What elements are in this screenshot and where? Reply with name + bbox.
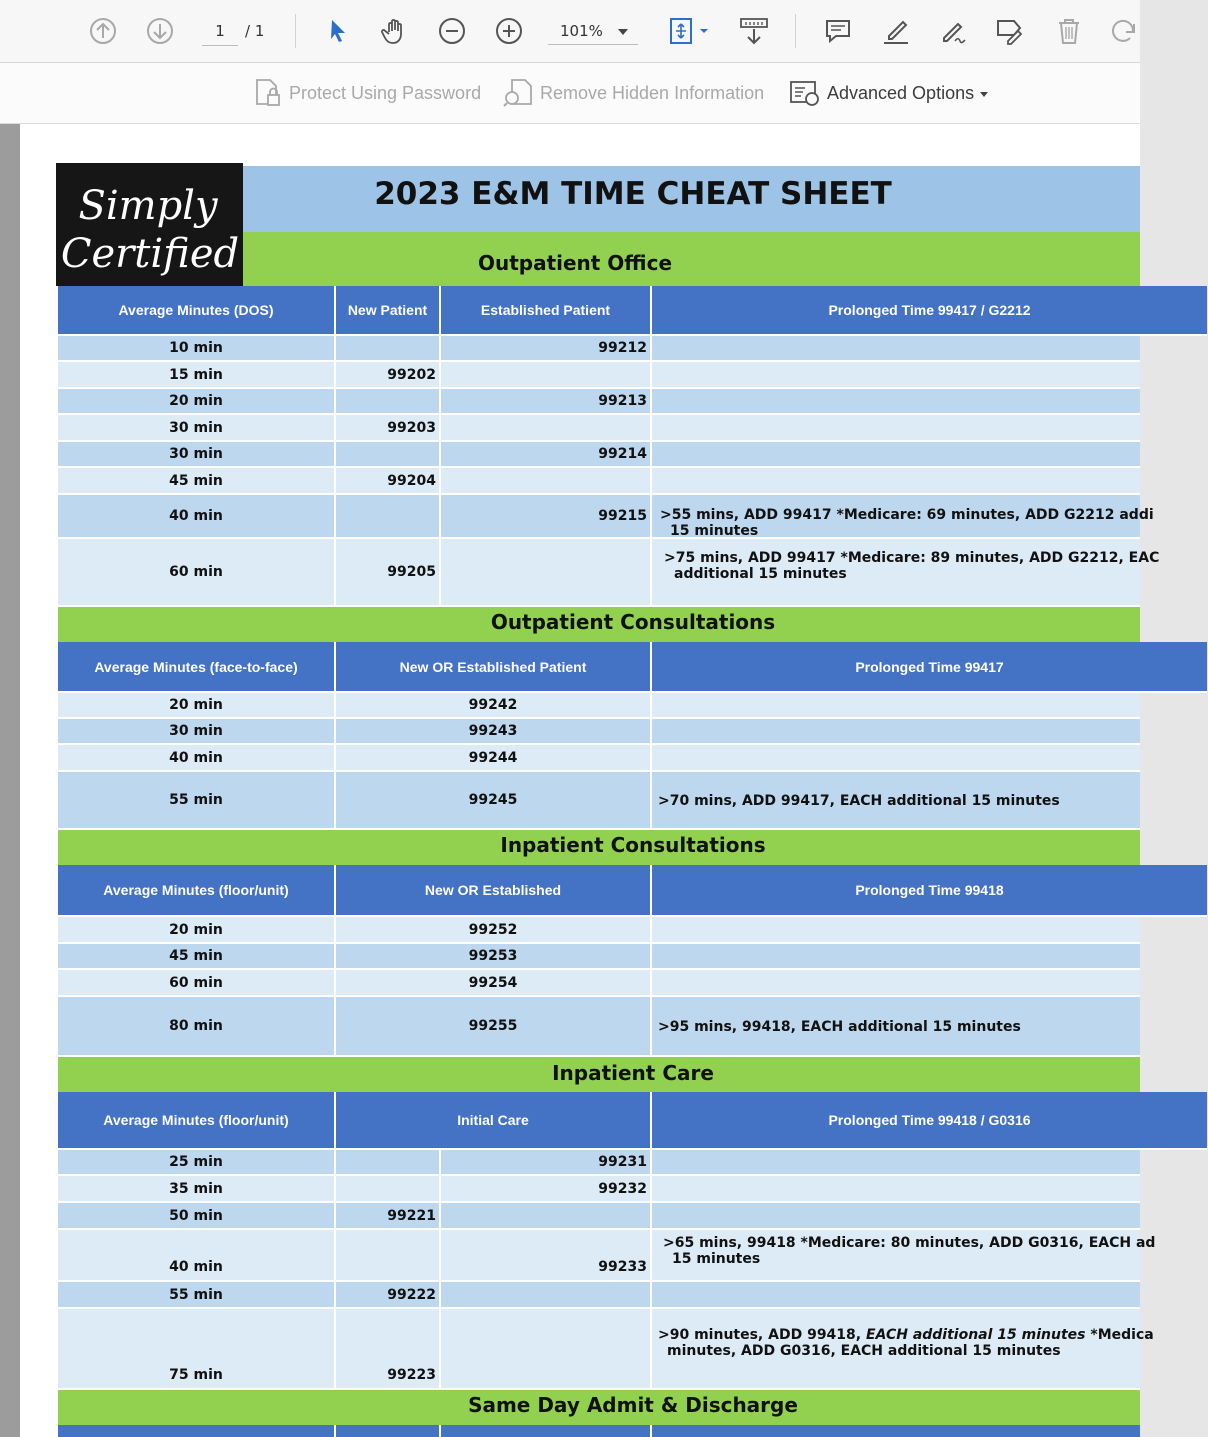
new-patient-cell — [336, 495, 441, 539]
note-text: EACH additional 15 minutes — [865, 1327, 1086, 1343]
note-text: >75 mins, ADD 99417 *Medicare: 89 minutes, ADD G2212, EAC — [664, 550, 1160, 566]
table-row — [58, 970, 1140, 997]
new-patient-cell — [336, 539, 441, 607]
header-average-minutes: Average Minutes (floor/unit) — [58, 1092, 336, 1150]
code-cell — [336, 997, 652, 1057]
minutes-cell-text: 55 min — [169, 1287, 223, 1303]
minutes-cell-text: 30 min — [169, 420, 223, 436]
prolonged-note — [674, 566, 847, 582]
prolonged-cell — [652, 1230, 1156, 1282]
chevron-down-icon — [618, 29, 628, 35]
minutes-cell — [58, 1309, 336, 1390]
prolonged-cell — [652, 944, 1140, 970]
established-patient-cell-text: 99215 — [598, 508, 647, 524]
code-cell — [336, 944, 652, 970]
zoom-out-icon[interactable] — [435, 15, 469, 47]
header-average-minutes: Average Minutes (floor/unit) — [58, 865, 336, 917]
prolonged-cell — [652, 415, 1140, 442]
established-patient-cell-text: 99214 — [598, 446, 647, 462]
minutes-cell — [58, 539, 336, 607]
header-cell — [652, 1425, 1140, 1437]
table-row — [58, 1282, 1140, 1309]
zoom-in-icon[interactable] — [492, 15, 526, 47]
section-inpatient-consultations — [58, 830, 1140, 865]
minutes-cell-text: 45 min — [169, 473, 223, 489]
minutes-cell — [58, 1230, 336, 1282]
zoom-level-dropdown[interactable] — [548, 17, 638, 45]
minutes-cell-text: 55 min — [169, 792, 223, 808]
table-row — [58, 917, 1140, 944]
note-text: 15 minutes — [672, 1251, 761, 1267]
note-text: 15 minutes — [670, 523, 759, 539]
section-inpatient-care — [58, 1057, 1140, 1092]
header-prolonged-time-label: Prolonged Time 99418 / G0316 — [828, 1112, 1031, 1128]
code-cell — [336, 745, 652, 772]
scroll-mode-icon[interactable] — [736, 13, 772, 49]
minutes-cell — [58, 1150, 336, 1176]
rotate-icon[interactable] — [1108, 14, 1140, 48]
minutes-cell — [58, 442, 336, 468]
subsequent-care-cell — [441, 1176, 652, 1203]
header-prolonged-time — [652, 286, 1207, 336]
table-row — [58, 442, 1140, 468]
table-row — [58, 539, 1160, 607]
code-cell-text: 99253 — [468, 948, 518, 964]
minutes-cell-text: 40 min — [169, 1259, 223, 1275]
header-new-patient: New Patient — [336, 286, 441, 336]
header-new-or-established: New OR Established — [336, 865, 652, 917]
new-patient-cell — [336, 415, 441, 442]
subsequent-care-cell-text: 99233 — [598, 1259, 647, 1275]
minutes-cell-text: 60 min — [169, 975, 223, 991]
initial-care-cell-text: 99222 — [387, 1287, 436, 1303]
prolonged-cell — [652, 1176, 1140, 1203]
select-tool-icon[interactable] — [322, 14, 354, 48]
page-number-input[interactable]: 1 — [202, 17, 238, 46]
table-row — [58, 362, 1140, 389]
established-patient-cell — [441, 442, 652, 468]
protect-toolbar — [0, 63, 1140, 124]
toolbar-divider — [795, 14, 796, 48]
section-outpatient-consultations — [58, 607, 1140, 642]
initial-care-cell — [336, 1203, 441, 1230]
note-text: minutes, ADD G0316, EACH additional 15 minutes — [667, 1343, 1061, 1359]
minutes-cell-text: 20 min — [169, 922, 223, 938]
minutes-cell — [58, 495, 336, 539]
table-row — [58, 336, 1140, 362]
initial-care-cell — [336, 1309, 441, 1390]
page-total-label: / 1 — [245, 22, 265, 40]
table-row — [58, 415, 1140, 442]
minutes-cell-text: 35 min — [169, 1181, 223, 1197]
new-patient-cell-text: 99204 — [387, 473, 436, 489]
note-text: >90 minutes, ADD 99418, — [658, 1327, 866, 1343]
code-cell-text: 99254 — [468, 975, 518, 991]
subsequent-care-cell-text: 99232 — [598, 1181, 647, 1197]
minutes-cell — [58, 693, 336, 719]
header-prolonged-time — [652, 642, 1207, 693]
new-patient-cell-text: 99202 — [387, 367, 436, 383]
new-patient-cell — [336, 389, 441, 415]
prolonged-cell — [652, 389, 1140, 415]
header-cell — [58, 1425, 336, 1437]
minutes-cell — [58, 389, 336, 415]
subsequent-care-cell — [441, 1309, 652, 1390]
minutes-cell-text: 10 min — [169, 340, 223, 356]
note-text: additional 15 minutes — [674, 566, 847, 582]
prolonged-cell — [652, 1203, 1140, 1230]
new-patient-cell — [336, 468, 441, 495]
header-average-minutes: Average Minutes (DOS) — [58, 286, 336, 336]
section-heading: Outpatient Consultations — [490, 610, 776, 634]
initial-care-cell-text: 99221 — [387, 1208, 436, 1224]
minutes-cell — [58, 468, 336, 495]
prolonged-cell — [652, 693, 1140, 719]
code-cell — [336, 719, 652, 745]
remove-hidden-label: Remove Hidden Information — [540, 82, 765, 103]
new-patient-cell — [336, 442, 441, 468]
minutes-cell — [58, 1203, 336, 1230]
code-cell-text: 99243 — [468, 723, 518, 739]
prolonged-cell — [652, 745, 1140, 772]
table-row — [58, 997, 1140, 1057]
prolonged-cell — [652, 468, 1140, 495]
document-lock-icon — [253, 78, 283, 108]
logo-text-line1: Simply — [78, 183, 218, 229]
minutes-cell — [58, 745, 336, 772]
established-patient-cell — [441, 336, 652, 362]
header-prolonged-time-label: Prolonged Time 99418 — [855, 882, 1004, 898]
title-banner — [243, 166, 1140, 232]
zoom-level-value: 101% — [560, 22, 603, 40]
initial-care-cell — [336, 1282, 441, 1309]
code-cell-text: 99244 — [468, 750, 518, 766]
header-established-patient: Established Patient — [441, 286, 652, 336]
minutes-cell — [58, 970, 336, 997]
fit-page-icon[interactable] — [664, 14, 712, 48]
prolonged-cell — [652, 970, 1140, 997]
header-prolonged-time — [652, 865, 1207, 917]
minutes-cell-text: 80 min — [169, 1018, 223, 1034]
note-text: >65 mins, 99418 *Medicare: 80 minutes, ADD G0316, EACH ad — [663, 1235, 1156, 1251]
prolonged-cell — [652, 1150, 1140, 1176]
minutes-cell — [58, 336, 336, 362]
established-patient-cell — [441, 539, 652, 607]
minutes-cell-text: 15 min — [169, 367, 223, 383]
prolonged-note — [670, 523, 758, 539]
main-toolbar — [0, 0, 1140, 63]
established-patient-cell — [441, 495, 652, 539]
table-row — [58, 745, 1140, 772]
section-heading: Inpatient Care — [552, 1061, 714, 1085]
code-cell — [336, 772, 652, 830]
sign-icon[interactable] — [935, 14, 971, 48]
prolonged-note — [663, 1235, 1155, 1251]
subsequent-care-cell — [441, 1203, 652, 1230]
established-patient-cell-text: 99212 — [598, 340, 647, 356]
minutes-cell-text: 20 min — [169, 393, 223, 409]
prolonged-note — [664, 550, 1159, 566]
code-cell — [336, 970, 652, 997]
prolonged-cell — [652, 719, 1140, 745]
table-row — [58, 468, 1140, 495]
new-patient-cell — [336, 362, 441, 389]
settings-document-icon — [789, 78, 821, 108]
minutes-cell-text: 40 min — [169, 750, 223, 766]
table-row — [58, 693, 1140, 719]
header-average-minutes: Average Minutes (face-to-face) — [58, 642, 336, 693]
prolonged-cell — [652, 336, 1140, 362]
advanced-options-dropdown[interactable] — [789, 79, 988, 107]
header-new-or-established: New OR Established Patient — [336, 642, 652, 693]
highlight-icon[interactable] — [878, 14, 914, 48]
header-prolonged-time-label: Prolonged Time 99417 — [855, 658, 1004, 675]
code-cell-text: 99255 — [468, 1018, 518, 1034]
protect-password-button[interactable] — [253, 79, 481, 107]
minutes-cell-text: 25 min — [169, 1154, 223, 1170]
note-text: >55 mins, ADD 99417 *Medicare: 69 minutes, ADD G2212 addi — [660, 507, 1154, 523]
note-text: >95 mins, 99418, EACH additional 15 minutes — [658, 1019, 1021, 1035]
note-text: >70 mins, ADD 99417, EACH additional 15 minutes — [658, 793, 1060, 809]
initial-care-cell — [336, 1230, 441, 1282]
prolonged-note — [658, 793, 1060, 809]
prolonged-cell — [652, 442, 1140, 468]
logo-text-line2: Certified — [60, 231, 240, 277]
header-cell — [336, 1425, 441, 1437]
prolonged-note — [672, 1251, 760, 1267]
minutes-cell-text: 50 min — [169, 1208, 223, 1224]
prolonged-note — [658, 1019, 1021, 1035]
initial-care-cell-text: 99223 — [387, 1367, 436, 1383]
prolonged-cell — [652, 997, 1140, 1057]
table-row — [58, 1176, 1140, 1203]
page-title: 2023 E&M TIME CHEAT SHEET — [374, 176, 892, 212]
minutes-cell — [58, 719, 336, 745]
new-patient-cell-text: 99205 — [387, 564, 436, 580]
table-row — [58, 389, 1140, 415]
subsequent-care-cell — [441, 1230, 652, 1282]
prolonged-cell — [652, 1309, 1154, 1390]
minutes-cell — [58, 772, 336, 830]
protect-password-label: Protect Using Password — [289, 82, 482, 103]
header-prolonged-time — [652, 1092, 1207, 1150]
section-same-day-admit-discharge — [58, 1390, 1140, 1425]
table-row — [58, 1150, 1140, 1176]
subsequent-care-cell — [441, 1282, 652, 1309]
header-initial-care: Initial Care — [336, 1092, 652, 1150]
table-row — [58, 495, 1154, 539]
table-row — [58, 1203, 1140, 1230]
minutes-cell-text: 30 min — [169, 723, 223, 739]
table-row — [58, 1309, 1154, 1390]
toolbar-divider — [295, 14, 296, 48]
minutes-cell-text: 30 min — [169, 446, 223, 462]
subsequent-care-cell — [441, 1150, 652, 1176]
navigation-pane-strip — [0, 124, 20, 1437]
minutes-cell — [58, 1282, 336, 1309]
minutes-cell — [58, 1176, 336, 1203]
minutes-cell — [58, 415, 336, 442]
header-cell — [441, 1425, 652, 1437]
hand-tool-icon[interactable] — [378, 14, 412, 48]
minutes-cell-text: 60 min — [169, 564, 223, 580]
comment-icon[interactable] — [820, 14, 856, 48]
remove-hidden-button[interactable] — [502, 79, 764, 107]
initial-care-cell — [336, 1176, 441, 1203]
next-page-icon[interactable] — [143, 15, 177, 47]
section-heading: Outpatient Office — [477, 251, 673, 275]
prolonged-cell — [652, 362, 1140, 389]
initial-care-cell — [336, 1150, 441, 1176]
minutes-cell-text: 45 min — [169, 948, 223, 964]
code-cell — [336, 693, 652, 719]
new-patient-cell-text: 99203 — [387, 420, 436, 436]
code-cell-text: 99242 — [468, 697, 518, 713]
established-patient-cell — [441, 468, 652, 495]
chevron-down-icon — [980, 92, 988, 97]
prolonged-note — [667, 1343, 1061, 1359]
prolonged-note — [660, 507, 1154, 523]
established-patient-cell-text: 99213 — [598, 393, 647, 409]
established-patient-cell — [441, 389, 652, 415]
prolonged-cell — [652, 539, 1160, 607]
prolonged-cell — [652, 495, 1154, 539]
section-heading: Inpatient Consultations — [500, 833, 766, 857]
note-text: *Medica — [1085, 1327, 1154, 1343]
previous-page-icon[interactable] — [86, 15, 120, 47]
prolonged-cell — [652, 772, 1140, 830]
code-cell — [336, 917, 652, 944]
prolonged-cell — [652, 1282, 1140, 1309]
minutes-cell — [58, 917, 336, 944]
advanced-options-label: Advanced Options — [827, 82, 975, 103]
minutes-cell-text: 40 min — [169, 508, 223, 524]
table-row — [58, 719, 1140, 745]
code-cell-text: 99252 — [468, 922, 518, 938]
minutes-cell-text: 20 min — [169, 697, 223, 713]
subsequent-care-cell-text: 99231 — [598, 1154, 647, 1170]
minutes-cell — [58, 997, 336, 1057]
edit-text-icon[interactable] — [992, 14, 1028, 48]
minutes-cell — [58, 362, 336, 389]
section-outpatient-office — [243, 232, 1140, 286]
table-row — [58, 772, 1140, 830]
prolonged-cell — [652, 917, 1140, 944]
established-patient-cell — [441, 415, 652, 442]
code-cell-text: 99245 — [468, 792, 518, 808]
table-row — [58, 1230, 1156, 1282]
prolonged-note — [658, 1327, 1154, 1343]
minutes-cell-text: 75 min — [169, 1367, 223, 1383]
section-heading: Same Day Admit & Discharge — [468, 1393, 798, 1417]
table-row — [58, 944, 1140, 970]
established-patient-cell — [441, 362, 652, 389]
header-prolonged-time-label: Prolonged Time 99417 / G2212 — [828, 302, 1031, 318]
document-search-icon — [502, 78, 534, 108]
delete-icon[interactable] — [1052, 14, 1086, 48]
new-patient-cell — [336, 336, 441, 362]
minutes-cell — [58, 944, 336, 970]
